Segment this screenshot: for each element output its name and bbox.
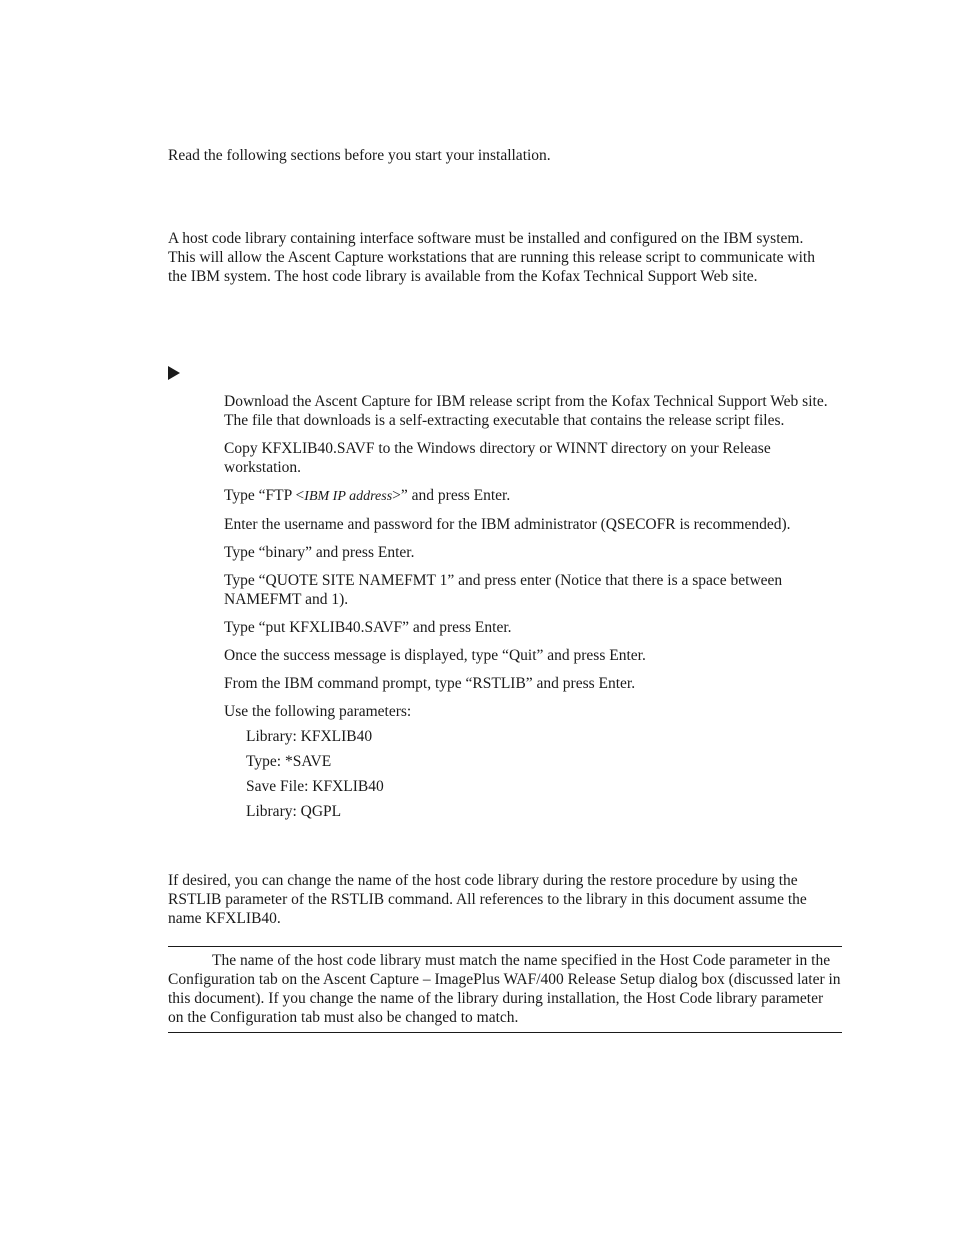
parameter-library-2: Library: QGPL	[246, 803, 342, 820]
step-7: Type “put KFXLIB40.SAVF” and press Enter.	[224, 619, 512, 636]
note-text: The name of the host code library must match the name specified in the Host Code parameter in the Configuration tab on the Ascent Capture – ImagePlus WAF/400 Release Setup dialog box (discussed later in this document). If you change the name of the library during installation, the Host Code library parameter on the Configuration tab must also be changed to match.	[168, 952, 841, 1026]
step-1: Download the Ascent Capture for IBM release script from the Kofax Technical Support Web site. The file that downloads is a self-extracting executable that contains the release script files.	[224, 393, 828, 429]
step-3-after: >” and press Enter.	[392, 487, 511, 504]
parameter-type: Type: *SAVE	[246, 753, 332, 770]
step-5: Type “binary” and press Enter.	[224, 544, 415, 561]
step-3	[224, 486, 840, 506]
step-9: From the IBM command prompt, type “RSTLIB” and press Enter.	[224, 675, 636, 692]
intro-text: Read the following sections before you start your installation.	[168, 147, 551, 164]
procedure-arrow-icon	[168, 366, 180, 380]
note-box	[168, 946, 842, 1033]
host-code-paragraph: A host code library containing interface software must be installed and configured on the IBM system. This will allow the Ascent Capture workstations that are running this release script to communicate with the IBM system. The host code library is available from the Kofax Technical Support Web site.	[168, 230, 815, 285]
step-4: Enter the username and password for the IBM administrator (QSECOFR is recommended).	[224, 516, 791, 533]
step-10	[224, 702, 840, 821]
parameter-save-file: Save File: KFXLIB40	[246, 778, 384, 795]
installation-steps	[224, 392, 840, 830]
step-3-before: Type “FTP <	[224, 487, 305, 504]
step-10-text: Use the following parameters:	[224, 703, 412, 720]
parameter-list	[246, 727, 840, 821]
step-3-italic: IBM IP address	[304, 489, 393, 504]
step-8: Once the success message is displayed, type “Quit” and press Enter.	[224, 647, 646, 664]
step-6: Type “QUOTE SITE NAMEFMT 1” and press enter (Notice that there is a space between NAMEFMT and 1).	[224, 572, 783, 608]
step-2: Copy KFXLIB40.SAVF to the Windows directory or WINNT directory on your Release workstation.	[224, 440, 771, 476]
parameter-library: Library: KFXLIB40	[246, 728, 373, 745]
after-steps-paragraph: If desired, you can change the name of the host code library during the restore procedure by using the RSTLIB parameter of the RSTLIB command. All references to the library in this document assume the name KFXLIB40.	[168, 872, 807, 927]
